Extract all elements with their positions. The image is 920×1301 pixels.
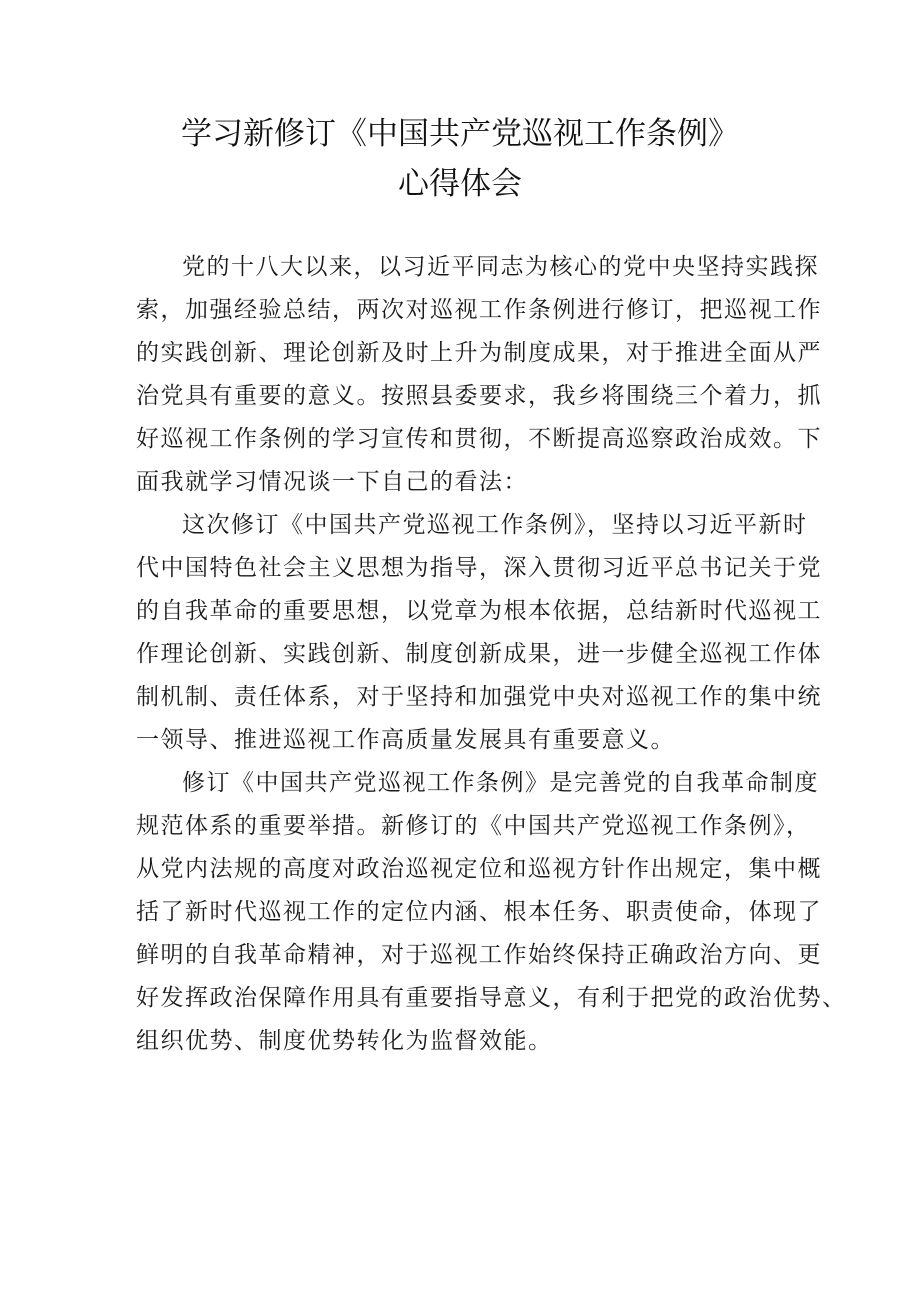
paragraph-1 bbox=[136, 246, 822, 504]
paragraph-line: 规范体系的重要举措。新修订的《中国共产党巡视工作条例》， bbox=[136, 813, 811, 839]
paragraph-line: 括了新时代巡视工作的定位内涵、根本任务、职责使命，体现了 bbox=[136, 899, 822, 925]
paragraph-2 bbox=[136, 504, 822, 762]
paragraph-line: 组织优势、制度优势转化为监督效能。 bbox=[136, 1028, 553, 1054]
paragraph-line: 这次修订《中国共产党巡视工作条例》，坚持以习近平新时 bbox=[182, 512, 808, 538]
document-title-line-2: 心得体会 bbox=[398, 166, 522, 202]
paragraph-line: 制机制、责任体系，对于坚持和加强党中央对巡视工作的集中统 bbox=[136, 684, 822, 710]
paragraph-line: 代中国特色社会主义思想为指导，深入贯彻习近平总书记关于党 bbox=[136, 555, 822, 581]
paragraph-line: 好发挥政治保障作用具有重要指导意义，有利于把党的政治优势、 bbox=[136, 985, 847, 1011]
paragraph-line: 好巡视工作条例的学习宣传和贯彻，不断提高巡察政治成效。下 bbox=[136, 426, 822, 452]
paragraph-3 bbox=[136, 762, 847, 1063]
document-body bbox=[136, 246, 847, 1063]
paragraph-line: 治党具有重要的意义。按照县委要求，我乡将围绕三个着力，抓 bbox=[136, 383, 822, 409]
paragraph-line: 修订《中国共产党巡视工作条例》是完善党的自我革命制度 bbox=[182, 770, 819, 796]
paragraph-line: 作理论创新、实践创新、制度创新成果，进一步健全巡视工作体 bbox=[136, 641, 822, 667]
paragraph-line: 党的十八大以来，以习近平同志为核心的党中央坚持实践探 bbox=[182, 254, 819, 280]
paragraph-line: 从党内法规的高度对政治巡视定位和巡视方针作出规定，集中概 bbox=[136, 856, 822, 882]
paragraph-line: 索，加强经验总结，两次对巡视工作条例进行修订，把巡视工作 bbox=[136, 297, 822, 323]
paragraph-line: 面我就学习情况谈一下自己的看法： bbox=[136, 469, 528, 495]
paragraph-line: 鲜明的自我革命精神，对于巡视工作始终保持正确政治方向、更 bbox=[136, 942, 822, 968]
paragraph-line: 的自我革命的重要思想，以党章为根本依据，总结新时代巡视工 bbox=[136, 598, 822, 624]
paragraph-line: 的实践创新、理论创新及时上升为制度成果，对于推进全面从严 bbox=[136, 340, 822, 366]
document-title-line-1: 学习新修订《中国共产党巡视工作条例》 bbox=[181, 116, 739, 152]
paragraph-line: 一领导、推进巡视工作高质量发展具有重要意义。 bbox=[136, 727, 675, 753]
